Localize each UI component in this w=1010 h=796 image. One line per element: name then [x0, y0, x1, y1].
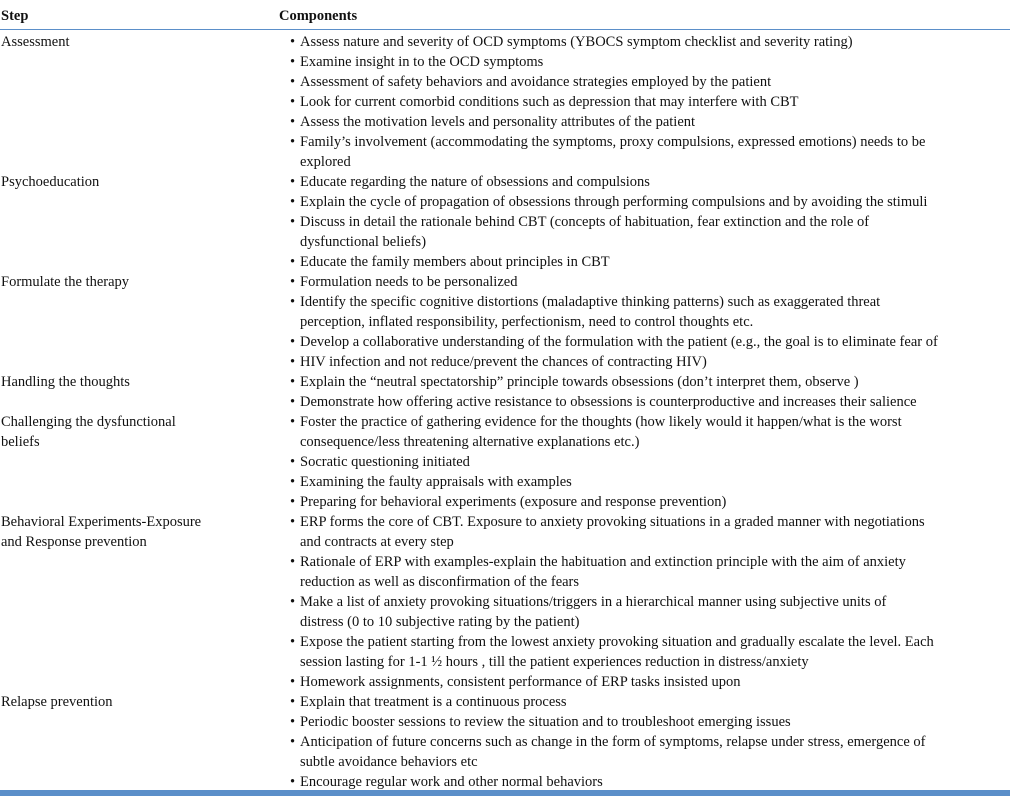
component-bullet — [289, 272, 1010, 292]
table-row — [0, 412, 1010, 512]
step-cell — [0, 372, 277, 392]
components-cell — [277, 172, 1010, 272]
component-text-line: • Encourage regular work and other normal behaviors — [300, 774, 603, 790]
component-text-line: • Educate regarding the nature of obsessions and compulsions — [300, 174, 650, 190]
component-text-line: consequence/less threatening alternative explanations etc.) — [300, 434, 640, 450]
component-text-line: • Formulation needs to be personalized — [300, 274, 518, 290]
component-bullet — [289, 92, 1010, 112]
component-bullet — [289, 212, 1010, 252]
header-components: Components — [279, 8, 358, 24]
component-text-line: • Expose the patient starting from the lowest anxiety provoking situation and gradually escalate the level. Each — [300, 634, 934, 650]
component-bullet — [289, 52, 1010, 72]
component-bullet — [289, 492, 1010, 512]
component-bullet — [289, 692, 1010, 712]
step-label-line: Psychoeducation — [1, 174, 100, 190]
step-cell — [0, 412, 277, 452]
component-text-line: • Educate the family members about principles in CBT — [300, 254, 610, 270]
component-text-line: • Foster the practice of gathering evidence for the thoughts (how likely would it happen/what is the worst — [300, 414, 902, 430]
step-label-line: Behavioral Experiments-Exposure — [1, 514, 202, 530]
component-bullet — [289, 112, 1010, 132]
step-label-line: beliefs — [1, 434, 40, 450]
components-cell — [277, 32, 1010, 172]
component-text-line: • Family’s involvement (accommodating the symptoms, proxy compulsions, expressed emotions) needs to be — [300, 134, 926, 150]
step-label-line: Challenging the dysfunctional — [1, 414, 176, 430]
component-bullet — [289, 132, 1010, 172]
component-bullet — [289, 712, 1010, 732]
component-bullet — [289, 72, 1010, 92]
component-text-line: • Explain the “neutral spectatorship” principle towards obsessions (don’t interpret them, observe ) — [300, 374, 859, 390]
component-bullet — [289, 512, 1010, 552]
component-bullet — [289, 332, 1010, 352]
step-cell — [0, 32, 277, 52]
component-text-line: reduction as well as disconfirmation of the fears — [300, 574, 580, 590]
component-bullet — [289, 672, 1010, 692]
header-divider — [0, 29, 1010, 30]
component-text-line: • ERP forms the core of CBT. Exposure to anxiety provoking situations in a graded manner with negotiations — [300, 514, 925, 530]
components-cell — [277, 272, 1010, 372]
component-bullet — [289, 412, 1010, 452]
component-text-line: distress (0 to 10 subjective rating by the patient) — [300, 614, 580, 630]
component-text-line: • Socratic questioning initiated — [300, 454, 470, 470]
step-label-line: Handling the thoughts — [1, 374, 130, 390]
component-text-line: • HIV infection and not reduce/prevent the chances of contracting HIV) — [300, 354, 707, 370]
step-label-line: Formulate the therapy — [1, 274, 130, 290]
step-cell — [0, 692, 277, 712]
component-text-line: • Anticipation of future concerns such as change in the form of symptoms, relapse under stress, emergence of — [300, 734, 926, 750]
component-text-line: • Examining the faulty appraisals with examples — [300, 474, 572, 490]
component-text-line: • Assess the motivation levels and personality attributes of the patient — [300, 114, 696, 130]
component-text-line: • Assess nature and severity of OCD symptoms (YBOCS symptom checklist and severity rating) — [300, 34, 853, 50]
component-text-line: • Periodic booster sessions to review the situation and to troubleshoot emerging issues — [300, 714, 791, 730]
component-text-line: subtle avoidance behaviors etc — [300, 754, 478, 770]
component-bullet — [289, 392, 1010, 412]
component-bullet — [289, 372, 1010, 392]
component-text-line: and contracts at every step — [300, 534, 454, 550]
component-text-line: • Make a list of anxiety provoking situations/triggers in a hierarchical manner using subjective units of — [300, 594, 887, 610]
component-text-line: dysfunctional beliefs) — [300, 234, 427, 250]
component-text-line: • Demonstrate how offering active resistance to obsessions is counterproductive and increases their salience — [300, 394, 917, 410]
component-bullet — [289, 732, 1010, 772]
component-bullet — [289, 352, 1010, 372]
component-bullet — [289, 772, 1010, 792]
table-row — [0, 372, 1010, 412]
component-bullet — [289, 632, 1010, 672]
component-text-line: • Preparing for behavioral experiments (exposure and response prevention) — [300, 494, 727, 510]
component-bullet — [289, 292, 1010, 332]
component-text-line: session lasting for 1-1 ½ hours , till the patient experiences reduction in distress/anxiety — [300, 654, 809, 670]
step-cell — [0, 512, 277, 552]
component-text-line: • Explain that treatment is a continuous process — [300, 694, 567, 710]
component-bullet — [289, 32, 1010, 52]
component-bullet — [289, 552, 1010, 592]
component-text-line: • Assessment of safety behaviors and avoidance strategies employed by the patient — [300, 74, 772, 90]
table-bottom-border — [0, 790, 1010, 796]
component-bullet — [289, 472, 1010, 492]
step-label-line: and Response prevention — [1, 534, 147, 550]
component-bullet — [289, 192, 1010, 212]
component-text-line: • Develop a collaborative understanding of the formulation with the patient (e.g., the goal is to eliminate fear of — [300, 334, 938, 350]
step-cell — [0, 272, 277, 292]
table-row — [0, 272, 1010, 372]
component-text-line: • Examine insight in to the OCD symptoms — [300, 54, 544, 70]
step-label-line: Relapse prevention — [1, 694, 113, 710]
component-text-line: explored — [300, 154, 351, 170]
components-cell — [277, 412, 1010, 512]
component-text-line: • Discuss in detail the rationale behind CBT (concepts of habituation, fear extinction and the role of — [300, 214, 870, 230]
table-row — [0, 172, 1010, 272]
component-bullet — [289, 592, 1010, 632]
table-row — [0, 512, 1010, 692]
component-text-line: • Homework assignments, consistent performance of ERP tasks insisted upon — [300, 674, 741, 690]
component-text-line: • Identify the specific cognitive distortions (maladaptive thinking patterns) such as exaggerated threat — [300, 294, 881, 310]
step-cell — [0, 172, 277, 192]
table-row — [0, 32, 1010, 172]
component-text-line: • Rationale of ERP with examples-explain the habituation and extinction principle with the aim of anxiety — [300, 554, 906, 570]
table-row — [0, 692, 1010, 792]
step-label-line: Assessment — [1, 34, 70, 50]
components-cell — [277, 372, 1010, 412]
components-cell — [277, 512, 1010, 692]
component-bullet — [289, 252, 1010, 272]
header-step: Step — [1, 8, 29, 24]
component-text-line: • Explain the cycle of propagation of obsessions through performing compulsions and by avoiding the stimuli — [300, 194, 928, 210]
component-bullet — [289, 452, 1010, 472]
component-text-line: perception, inflated responsibility, perfectionism, need to control thoughts etc. — [300, 314, 754, 330]
component-bullet — [289, 172, 1010, 192]
table-body — [0, 32, 1010, 792]
component-text-line: • Look for current comorbid conditions such as depression that may interfere with CBT — [300, 94, 799, 110]
components-cell — [277, 692, 1010, 792]
